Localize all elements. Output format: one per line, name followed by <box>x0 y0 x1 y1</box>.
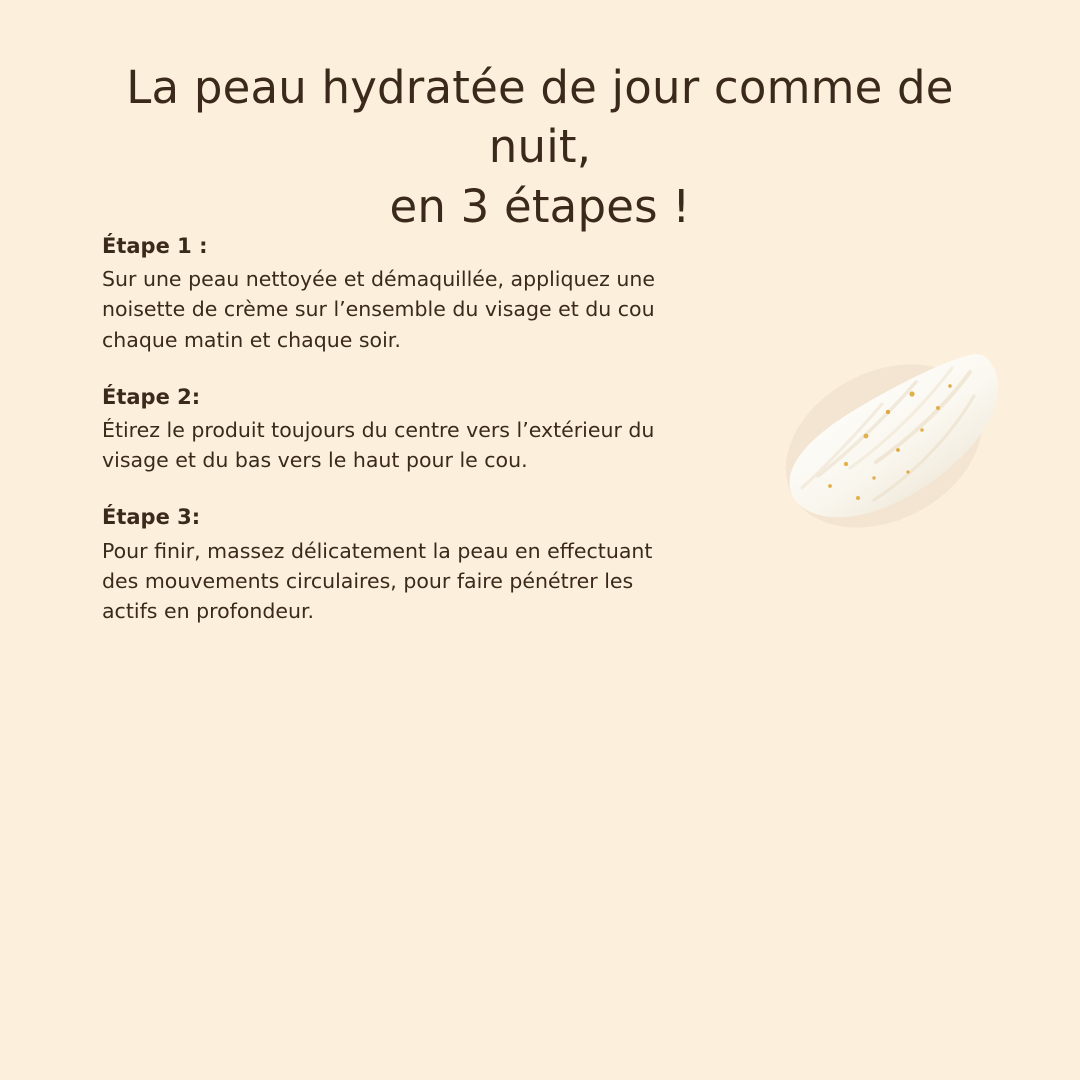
page-title <box>90 58 990 236</box>
step-item <box>102 232 702 355</box>
page-title-line-1: La peau hydratée de jour comme de nuit, <box>126 61 954 174</box>
page-title-line-2: en 3 étapes ! <box>389 179 691 233</box>
step-2-body: Étirez le produit toujours du centre vers l’extérieur du visage et du bas vers le haut pour le cou. <box>102 418 655 473</box>
step-item <box>102 503 702 626</box>
steps-list <box>102 232 702 626</box>
step-1-label: Étape 1 : <box>102 234 208 258</box>
step-3-body: Pour finir, massez délicatement la peau en effectuant des mouvements circulaires, pour faire pénétrer les actifs en profondeur. <box>102 538 653 623</box>
step-item <box>102 383 702 476</box>
cream-swatch-illustration <box>762 338 1014 538</box>
step-3-label: Étape 3: <box>102 505 201 530</box>
step-1-body: Sur une peau nettoyée et démaquillée, appliquez une noisette de crème sur l’ensemble du visage et du cou chaque matin et chaque soir. <box>102 267 655 352</box>
step-2-label: Étape 2: <box>102 384 201 409</box>
